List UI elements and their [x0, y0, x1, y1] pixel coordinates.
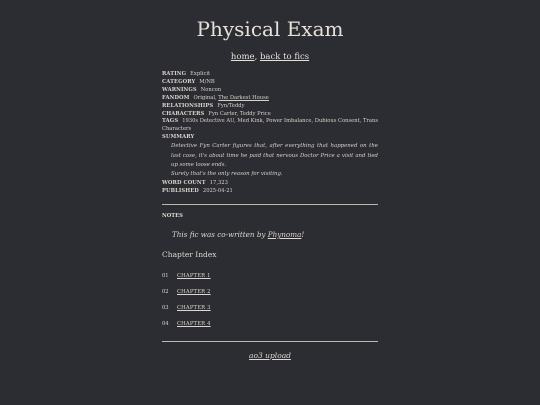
meta-warnings-key: WARNINGS	[162, 86, 197, 93]
chapter-item	[162, 320, 378, 336]
meta-characters	[162, 111, 378, 119]
meta-characters-key: CHARACTERS	[162, 110, 205, 117]
meta-summary	[162, 134, 378, 142]
chapter-list	[162, 272, 378, 336]
nav-separator: ,	[254, 52, 258, 62]
chapter-number: 03	[162, 305, 169, 311]
fic-metadata	[162, 71, 378, 196]
divider	[162, 204, 378, 205]
meta-published	[162, 188, 378, 196]
meta-rating-key: RATING	[162, 71, 187, 77]
home-link[interactable]: home	[230, 52, 255, 62]
fandom-original: Original,	[193, 94, 217, 101]
back-to-fics-link[interactable]: back to fics	[259, 52, 310, 62]
meta-rating	[162, 71, 378, 79]
meta-characters-value: Fyn Carter, Teddy Price	[208, 110, 271, 117]
chapter-number: 02	[162, 289, 169, 295]
summary-paragraph: Detective Fyn Carter figures that, after everything that happened on the last case, it's about time he paid that nervous Doctor Price a visit and tied up some loose ends.	[171, 143, 378, 168]
meta-word-count-key: WORD COUNT	[162, 179, 206, 186]
ao3-upload-link[interactable]: ao3 upload	[249, 351, 291, 360]
meta-rating-value: Explicit	[190, 71, 211, 77]
page-title: Physical Exam	[196, 17, 344, 41]
summary-text	[171, 142, 378, 180]
chapter-link[interactable]: CHAPTER 3	[177, 305, 211, 311]
meta-fandom	[162, 95, 378, 103]
meta-warnings	[162, 87, 378, 95]
chapter-number: 01	[162, 273, 169, 279]
chapter-number: 04	[162, 321, 169, 327]
meta-published-key: PUBLISHED	[162, 187, 199, 194]
meta-relationships-key: RELATIONSHIPS	[162, 102, 214, 109]
fandom-link[interactable]: The Darkest House	[218, 94, 269, 101]
meta-relationships-value: Fyn/Teddy	[217, 102, 245, 109]
chapter-item	[162, 272, 378, 288]
summary-paragraph: Surely that's the only reason for visiting.	[171, 171, 283, 178]
cowriter-link[interactable]: Phynoma	[267, 230, 302, 239]
author-note	[172, 230, 304, 240]
chapter-index-heading: Chapter Index	[162, 250, 217, 259]
chapter-link[interactable]: CHAPTER 4	[177, 321, 211, 327]
meta-tags	[162, 118, 378, 134]
meta-tags-value: 1930s Detective AU, Med Kink, Power Imbalance, Dubious Consent, Trans Characters	[162, 118, 378, 133]
note-text-after: !	[301, 230, 305, 239]
meta-fandom-key: FANDOM	[162, 94, 190, 101]
chapter-link[interactable]: CHAPTER 1	[177, 273, 211, 279]
notes-label: NOTES	[162, 213, 183, 219]
meta-published-value: 2025-04-21	[202, 187, 233, 194]
meta-relationships	[162, 103, 378, 111]
meta-word-count-value: 17,323	[209, 179, 228, 186]
footer	[0, 351, 540, 361]
meta-category-key: CATEGORY	[162, 78, 196, 85]
meta-fandom-value	[194, 95, 269, 101]
meta-summary-key: SUMMARY	[162, 134, 195, 141]
meta-word-count	[162, 180, 378, 188]
note-text-before: This fic was co-written by	[172, 230, 268, 239]
nav-links	[0, 51, 540, 63]
divider	[162, 341, 378, 342]
meta-tags-key: TAGS	[162, 118, 179, 125]
meta-warnings-value: Noncon	[200, 86, 222, 93]
chapter-link[interactable]: CHAPTER 2	[177, 289, 211, 295]
meta-category	[162, 79, 378, 87]
chapter-item	[162, 288, 378, 304]
meta-category-value: M/NB	[199, 78, 215, 85]
chapter-item	[162, 304, 378, 320]
